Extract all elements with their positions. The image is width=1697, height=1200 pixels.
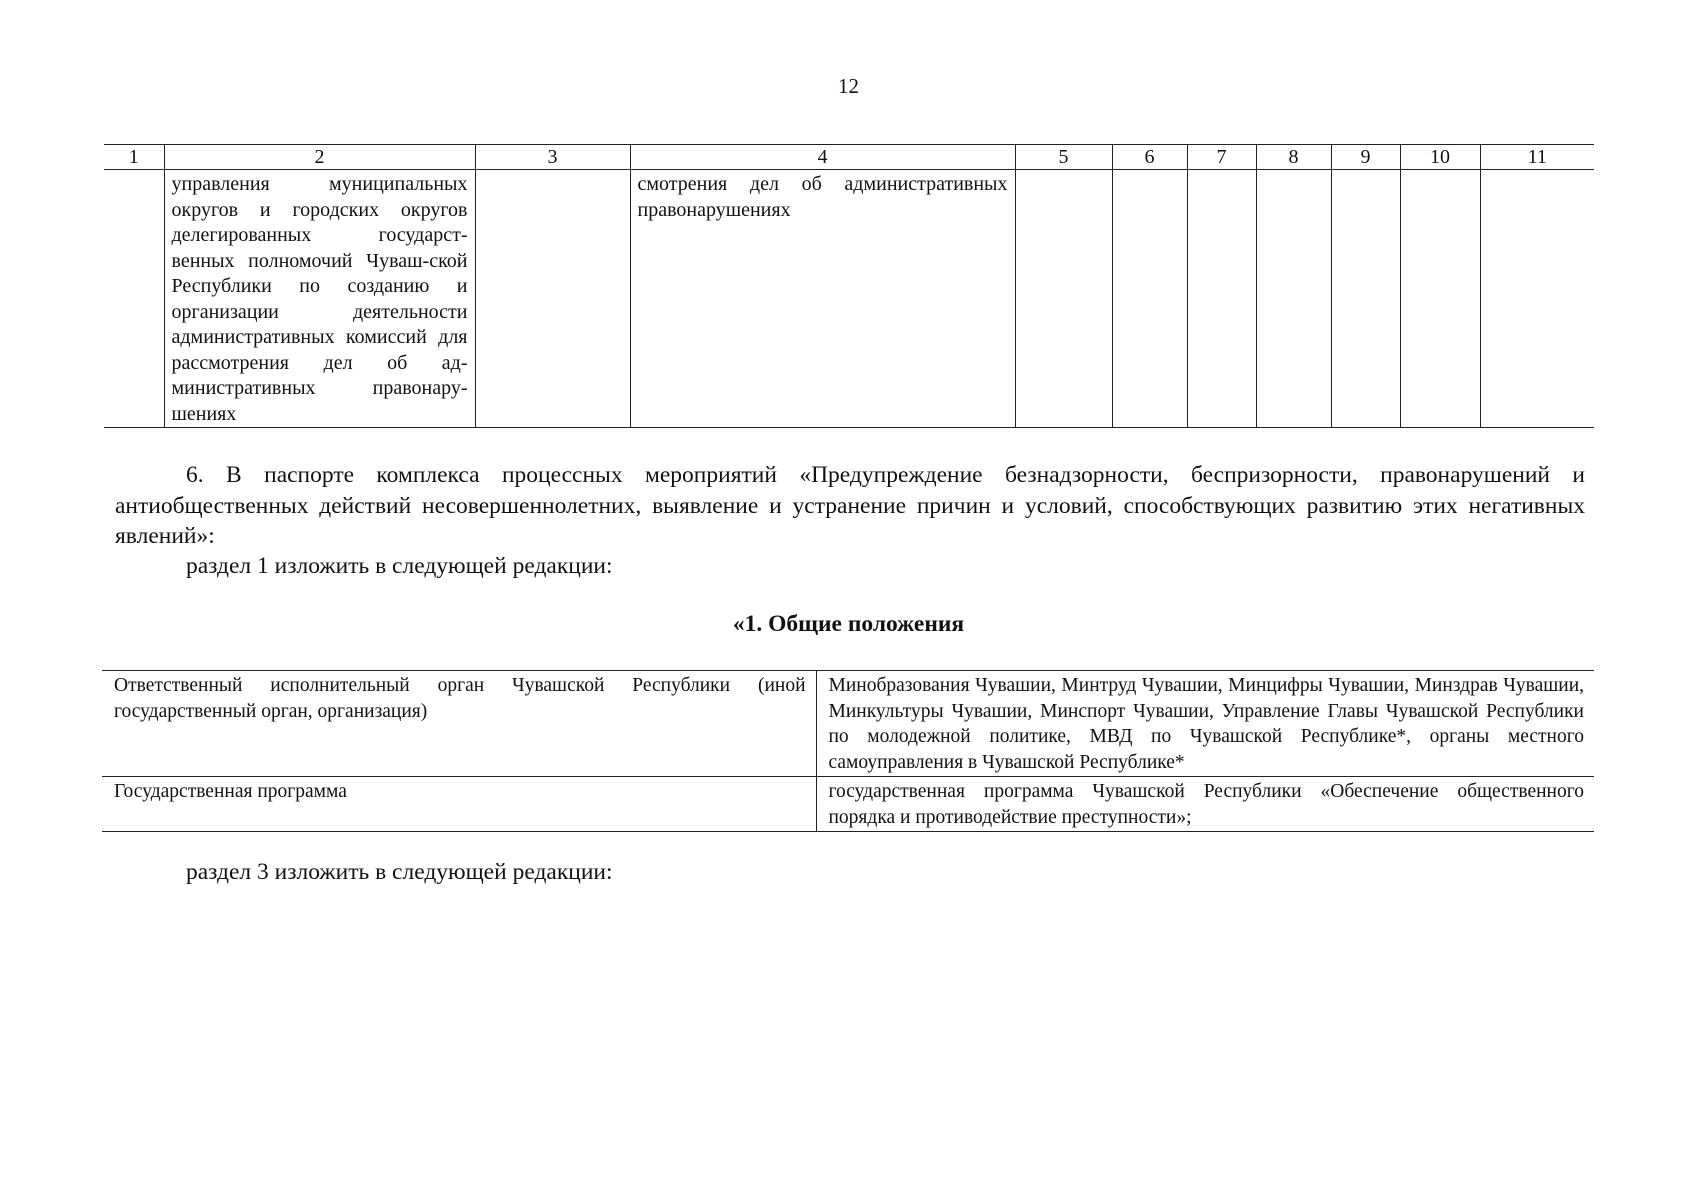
table-row	[102, 671, 1594, 777]
header-cell: 2	[164, 145, 475, 170]
passport-value: Минобразования Чувашии, Минтруд Чувашии, Минцифры Чувашии, Минздрав Чувашии, Минкультуры Чувашии, Минспорт Чувашии, Управление Главы Чувашской Республики по молодежной политике, МВД по Чувашской Республике*, органы местного самоуправления в Чувашской Республике*	[816, 671, 1594, 777]
page-number: 12	[838, 74, 859, 98]
header-cell: 4	[630, 145, 1015, 170]
cell-col2: управления муниципальных округов и городских округов делегированных государст-венных полномочий Чуваш-ской Республики по созданию и организации деятельности административных комиссий для рассмотрения дел об ад-министративных правонару-шениях	[164, 170, 475, 428]
cell-col4: смотрения дел об административных правонарушениях	[630, 170, 1015, 428]
table-row	[102, 777, 1594, 832]
section1-instruction: раздел 1 изложить в следующей редакции:	[186, 553, 613, 579]
header-cell: 3	[475, 145, 630, 170]
cell-col5	[1015, 170, 1112, 428]
header-cell: 5	[1015, 145, 1112, 170]
cell-col11	[1480, 170, 1594, 428]
section-title: «1. Общие положения	[732, 611, 965, 637]
paragraph-6: 6. В паспорте комплекса процессных мероприятий «Предупреждение безнадзорности, беспризорности, правонарушений и антиобщественных действий несовершеннолетних, выявление и устранение причин и условий, способствующих развитию этих негативных явлений»:	[115, 462, 1585, 549]
cell-col1	[104, 170, 164, 428]
header-cell: 6	[1112, 145, 1187, 170]
cell-col8	[1256, 170, 1331, 428]
passport-value: государственная программа Чувашской Республики «Обеспечение общественного порядка и противодействие преступности»;	[816, 777, 1594, 832]
header-cell: 9	[1331, 145, 1400, 170]
table-row	[104, 170, 1594, 428]
cell-col3	[475, 170, 630, 428]
header-row	[104, 145, 1594, 170]
passport-label: Государственная программа	[102, 777, 816, 832]
header-cell: 10	[1400, 145, 1480, 170]
header-cell: 8	[1256, 145, 1331, 170]
passport-table	[102, 670, 1594, 832]
cell-col6	[1112, 170, 1187, 428]
header-cell: 7	[1187, 145, 1256, 170]
header-cell: 11	[1480, 145, 1594, 170]
continuation-table	[104, 144, 1594, 428]
cell-col10	[1400, 170, 1480, 428]
passport-label: Ответственный исполнительный орган Чувашской Республики (иной государственный орган, организация)	[102, 671, 816, 777]
section3-instruction: раздел 3 изложить в следующей редакции:	[186, 859, 613, 885]
header-cell: 1	[104, 145, 164, 170]
cell-col7	[1187, 170, 1256, 428]
cell-col9	[1331, 170, 1400, 428]
